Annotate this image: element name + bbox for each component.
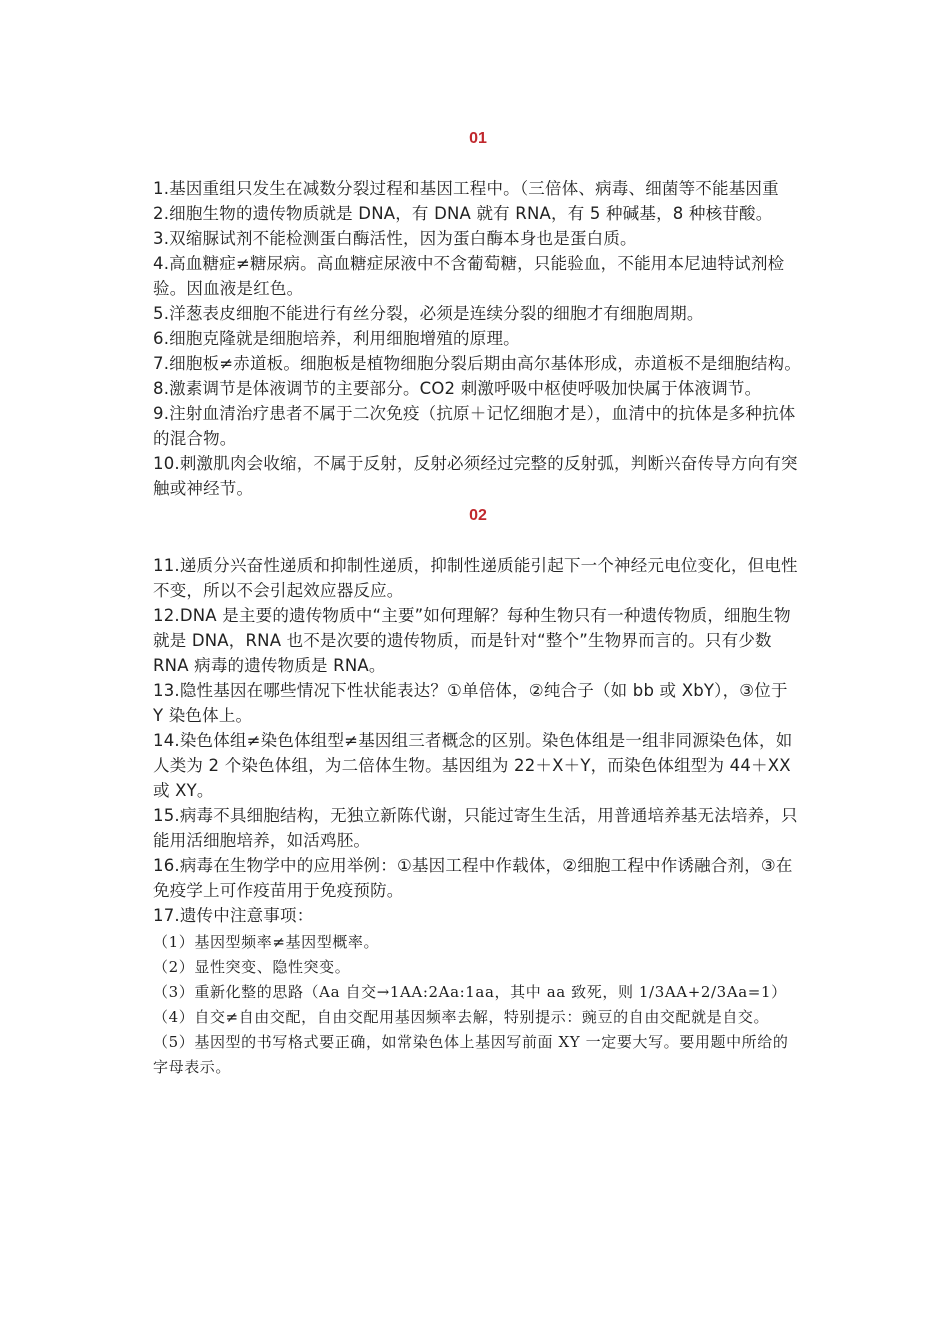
sub-item-5: （5）基因型的书写格式要正确，如常染色体上基因写前面 XY 一定要大写。要用题中所给的字母表示。 bbox=[153, 1033, 789, 1076]
section-01-list bbox=[153, 176, 803, 501]
section-02-list bbox=[153, 553, 803, 1080]
list-item-1: 1.基因重组只发生在减数分裂过程和基因工程中。（三倍体、病毒、细菌等不能基因重 bbox=[153, 179, 779, 198]
list-item-6: 6.细胞克隆就是细胞培养，利用细胞增殖的原理。 bbox=[153, 329, 520, 348]
list-item-2: 2.细胞生物的遗传物质就是 DNA，有 DNA 就有 RNA，有 5 种碱基，8 种核苷酸。 bbox=[153, 204, 773, 223]
sub-item-2: （2）显性突变、隐性突变。 bbox=[153, 958, 351, 976]
sub-item-3: （3）重新化整的思路（Aa 自交→1AA:2Aa:1aa，其中 aa 致死，则 1/3AA+2/3Aa=1） bbox=[153, 983, 787, 1001]
list-item-16: 16.病毒在生物学中的应用举例：①基因工程中作载体，②细胞工程中作诱融合剂，③在免疫学上可作疫苗用于免疫预防。 bbox=[153, 856, 793, 900]
list-item-3: 3.双缩脲试剂不能检测蛋白酶活性，因为蛋白酶本身也是蛋白质。 bbox=[153, 229, 637, 248]
list-item-8: 8.激素调节是体液调节的主要部分。CO2 刺激呼吸中枢使呼吸加快属于体液调节。 bbox=[153, 379, 762, 398]
list-item-10: 10.刺激肌肉会收缩，不属于反射，反射必须经过完整的反射弧，判断兴奋传导方向有突触或神经节。 bbox=[153, 454, 798, 498]
list-item-9: 9.注射血清治疗患者不属于二次免疫（抗原＋记忆细胞才是），血清中的抗体是多种抗体的混合物。 bbox=[153, 404, 796, 448]
list-item-13: 13.隐性基因在哪些情况下性状能表达？①单倍体，②纯合子（如 bb 或 XbY），③位于 Y 染色体上。 bbox=[153, 681, 788, 725]
sub-item-4: （4）自交≠自由交配，自由交配用基因频率去解，特别提示：豌豆的自由交配就是自交。 bbox=[153, 1008, 770, 1026]
list-item-7: 7.细胞板≠赤道板。细胞板是植物细胞分裂后期由高尔基体形成，赤道板不是细胞结构。 bbox=[153, 354, 802, 373]
list-item-17: 17.遗传中注意事项： bbox=[153, 906, 314, 925]
document-content bbox=[153, 128, 803, 1080]
section-heading-01: 01 bbox=[469, 130, 487, 147]
list-item-5: 5.洋葱表皮细胞不能进行有丝分裂，必须是连续分裂的细胞才有细胞周期。 bbox=[153, 304, 704, 323]
list-item-15: 15.病毒不具细胞结构，无独立新陈代谢，只能过寄生生活，用普通培养基无法培养，只能用活细胞培养，如活鸡胚。 bbox=[153, 806, 798, 850]
list-item-11: 11.递质分兴奋性递质和抑制性递质，抑制性递质能引起下一个神经元电位变化，但电性不变，所以不会引起效应器反应。 bbox=[153, 556, 798, 600]
list-item-12: 12.DNA 是主要的遗传物质中“主要”如何理解？每种生物只有一种遗传物质，细胞生物就是 DNA，RNA 也不是次要的遗传物质，而是针对“整个”生物界而言的。只有少数 RNA 病毒的遗传物质是 RNA。 bbox=[153, 606, 791, 675]
list-item-14: 14.染色体组≠染色体组型≠基因组三者概念的区别。染色体组是一组非同源染色体，如人类为 2 个染色体组，为二倍体生物。基因组为 22＋X＋Y，而染色体组型为 44＋XX 或 XY。 bbox=[153, 731, 793, 800]
list-item-4: 4.高血糖症≠糖尿病。高血糖症尿液中不含葡萄糖，只能验血，不能用本尼迪特试剂检验。因血液是红色。 bbox=[153, 254, 785, 298]
item-17-sublist bbox=[153, 930, 803, 1080]
sub-item-1: （1）基因型频率≠基因型概率。 bbox=[153, 933, 380, 951]
section-heading-02: 02 bbox=[469, 507, 487, 524]
